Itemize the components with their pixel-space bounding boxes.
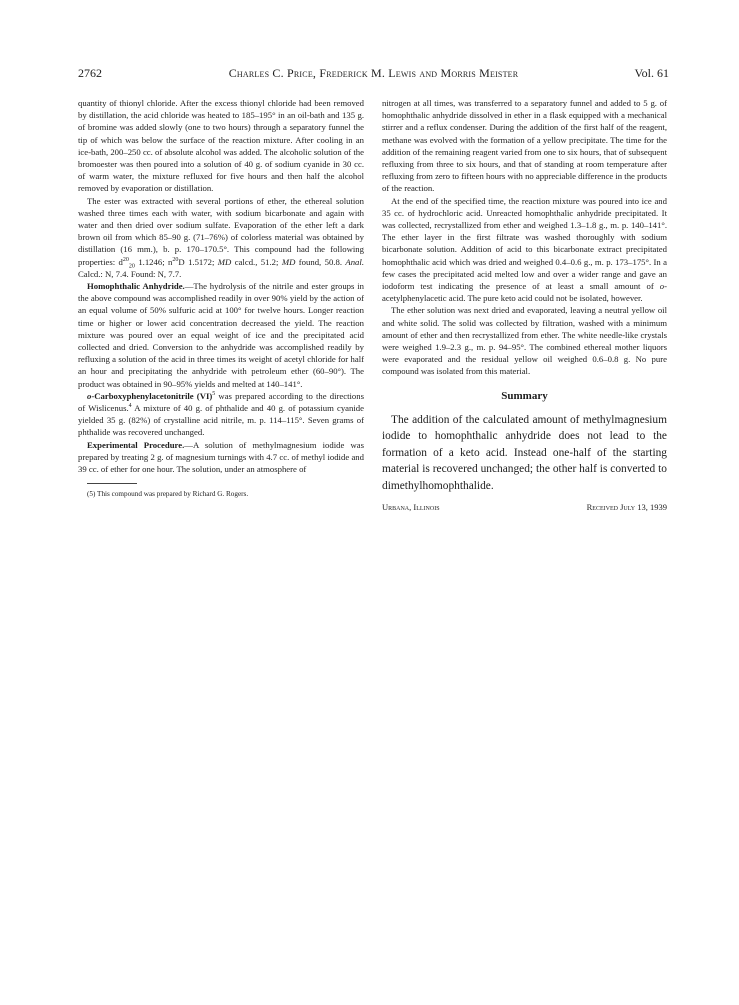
paragraph-workup: At the end of the specified time, the reaction mixture was poured into ice and 35 cc. of hydrochloric acid. Unreacted homophthalic anhydride precipitated. It was collected, recrystallized from ether and weighed 1.3–1.8 g., m. p. 140–141°. The ether layer in the first filtrate was washed thoroughly with sodium bicarbonate solution. Addition of acid to this bicarbonate extract precipitated homophthalic acid which was dried and weighed 0.4–0.6 g., m. p. 173–175°. In a few cases the precipitated acid melted low and over a wider range and gave an iodoform test indicating the presence of at least a small amount of o-acetylphenylacetic acid. The pure keto acid could not be isolated, however.	[382, 195, 667, 304]
left-column	[78, 97, 364, 499]
right-column	[382, 97, 667, 515]
paragraph-ester-extraction: The ester was extracted with several portions of ether, the ethereal solution washed three times each with water, with sodium bicarbonate and again with water and then dried over sodium sulfate. Evaporation of the ether left a dark brown oil from which 85–90 g. (71–76%) of colorless material was obtained by distillation (16 mm.), b. p. 170–170.5°. This compound had the following properties: $d^{20}_{20}$ 1.1246; $n^{20}D$ 1.5172; MD calcd., 51.2; MD found, 50.8. Anal. Calcd.: N, 7.4. Found: N, 7.7.	[78, 195, 364, 279]
section-title-anhydride: Homophthalic Anhydride.	[87, 281, 185, 292]
running-header	[78, 66, 669, 84]
running-authors: Charles C. Price, Frederick M. Lewis and Morris Meister	[228, 66, 519, 80]
paragraph-nitrile: o-Carboxyphenylacetonitrile (VI)$^5$ was prepared according to the directions of Wislicenus.$^4$ A mixture of 40 g. of phthalide and 40 g. of potassium cyanide yielded 35 g. (82%) of crystalline acid nitrile, m. p. 114–115°. Seven grams of phthalide was recovered unchanged.	[78, 390, 365, 438]
footnote: (5) This compound was prepared by Richard G. Rogers.	[87, 490, 249, 499]
signature-line	[382, 501, 667, 515]
paragraph-bromination: quantity of thionyl chloride. After the excess thionyl chloride had been removed by distillation, the acid chloride was heated to 185–195° in an oil-bath and 135 g. of bromine was added slowly (one to two hours) through a separatory funnel the tip of which was below the surface of the reaction mixture. After cooling in an ice-bath, 200–250 cc. of absolute alcohol was added. The alcoholic solution of the bromoester was then poured into a solution of 40 g. of sodium cyanide in 30 cc. of warm water, the mixture refluxed for five hours and then half the alcohol removed by evaporation or distillation.	[78, 98, 364, 194]
paragraph-grignard-addition: nitrogen at all times, was transferred to a separatory funnel and added to 5 g. of homophthalic anhydride dissolved in ether in a flask equipped with a mechanical stirrer and a reflux condenser. During the addition of the first half of the reagent, methane was evolved with the formation of a yellow precipitate. The time for the addition of the remaining reagent varied from one to six hours, that of subsequent refluxing from three to six hours, and that of standing at room temperature after refluxing from zero to fifteen hours with no appreciable difference in the products of the reaction.	[382, 98, 667, 194]
paragraph-ether-solution: The ether solution was next dried and evaporated, leaving a neutral yellow oil and white solid. The solid was collected by filtration, washed with a minimum amount of ether and then recrystallized from ether. The white needle-like crystals were weighed 1.9–2.3 g., m. p. 94–95°. The combined ethereal mother liquors were evaporated and the residual yellow oil weighed 0.6–0.8 g. No pure compound was isolated from this material.	[382, 305, 667, 377]
anal-label: Anal.	[345, 256, 364, 267]
volume-label: Vol. 61	[634, 66, 669, 80]
received-date: Received July 13, 1939	[586, 501, 667, 512]
summary-heading: Summary	[501, 389, 548, 402]
location: Urbana, Illinois	[382, 501, 440, 512]
page-number: 2762	[78, 66, 102, 80]
paragraph-homophthalic-anhydride: Homophthalic Anhydride.—The hydrolysis of the nitrile and ester groups in the above compound was accomplished readily in over 90% yield by the action of an equal volume of 50% sulfuric acid at 100° for twelve hours. Longer reaction time or higher or lower acid concentration decreased the yield. The reaction mixture was poured over an equal weight of ice and the precipitated acid collected and dried. Conversion to the anhydride was accomplished readily by refluxing a solution of the acid in three times its weight of acetyl chloride for half an hour and precipitating the anhydride with petroleum ether (60–90°). The product was obtained in 90–95% yields and melted at 140–141°.	[78, 281, 365, 389]
section-title-nitrile: -Carboxyphenylacetonitrile (VI)	[91, 390, 213, 401]
section-title-procedure: Experimental Procedure.	[87, 439, 185, 450]
footnote-divider	[87, 483, 137, 484]
paragraph-experimental-procedure: Experimental Procedure.—A solution of methylmagnesium iodide was prepared by treating 2 g. of magnesium turnings with 4.7 cc. of methyl iodide and 39 cc. of ether for one hour. The solution, under an atmosphere of	[78, 439, 364, 475]
summary-text: The addition of the calculated amount of methylmagnesium iodide to homophthalic anhydride does not lead to the formation of a keto acid. Instead one-half of the starting material is recovered unchanged; the other half is converted to dimethylhomophthalide.	[382, 413, 667, 492]
